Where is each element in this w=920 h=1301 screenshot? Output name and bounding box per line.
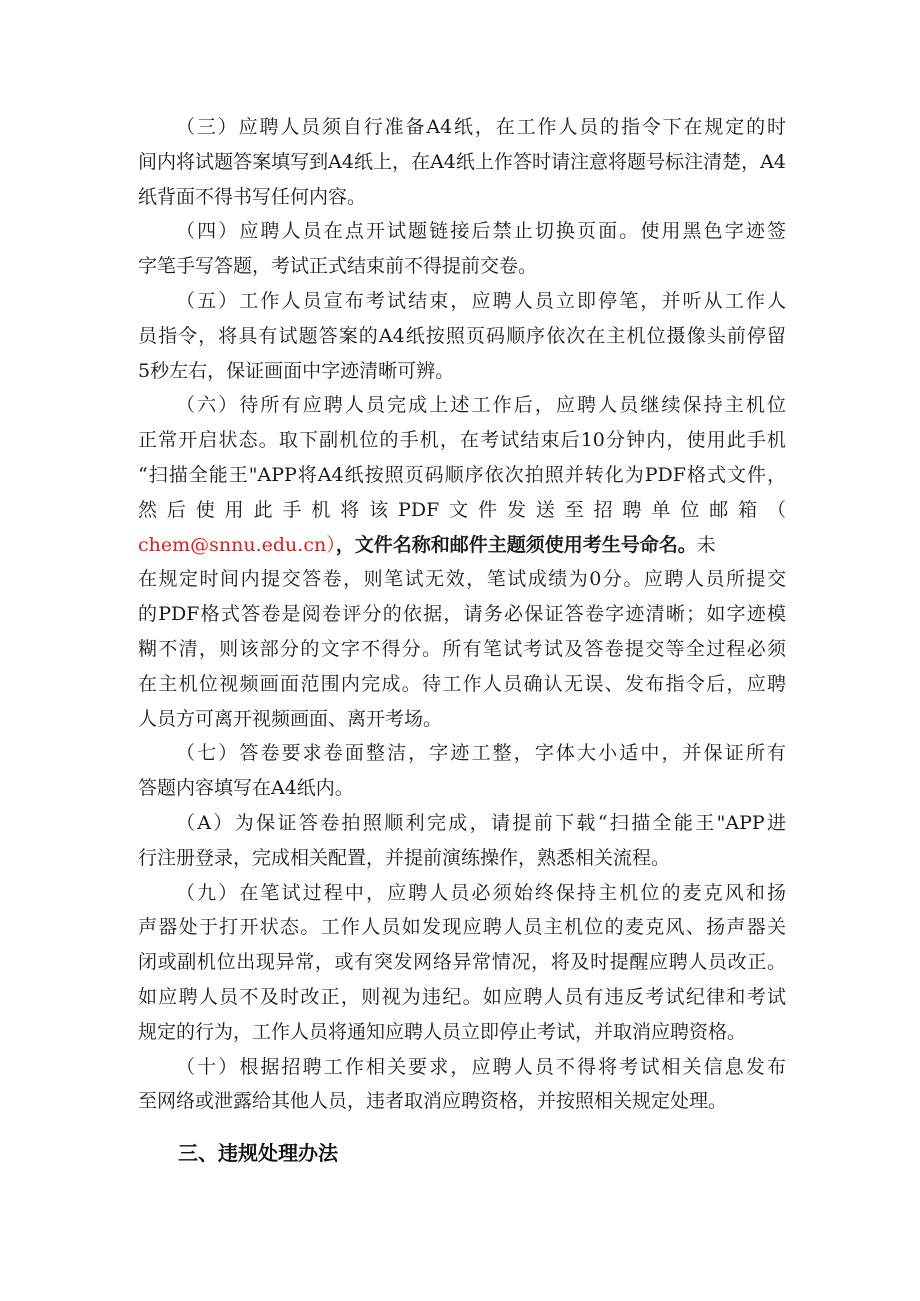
text-line: “扫描全能王"APP将A4纸按照页码顺序依次拍照并转化为PDF格式文件，	[138, 463, 786, 486]
text-line: 5秒左右，保证画面中字迹清晰可辨。	[138, 359, 455, 382]
text-line: 至网络或泄露给其他人员，违者取消应聘资格，并按照相关规定处理。	[138, 1090, 728, 1113]
text-line: 正常开启状态。取下副机位的手机，在考试结束后10分钟内，使用此手机	[138, 429, 786, 452]
paragraph-4	[138, 214, 786, 284]
text-line: （A）为保证答卷拍照顺利完成，请提前下载“扫描全能王"APP进	[176, 811, 786, 834]
text-line: 在规定时间内提交答卷，则笔试无效，笔试成绩为0分。应聘人员所提交	[138, 568, 786, 591]
text-line: 糊不清，则该部分的文字不得分。所有笔试考试及答卷提交等全过程必须	[138, 637, 786, 660]
email-line-text: 然后使用此手机将该PDF文件发送至招聘单位邮箱（	[138, 498, 786, 521]
paragraph-6	[138, 388, 786, 736]
text-line	[138, 493, 786, 528]
paragraph-9	[138, 876, 786, 1050]
text-line	[138, 528, 786, 563]
text-line: （十）根据招聘工作相关要求，应聘人员不得将考试相关信息发布	[176, 1055, 786, 1078]
text-line: （七）答卷要求卷面整洁，字迹工整，字体大小适中，并保证所有	[176, 742, 786, 765]
text-line: 规定的行为，工作人员将通知应聘人员立即停止考试，并取消应聘资格。	[138, 1020, 747, 1043]
text-line: 闭或副机位出现异常，或有突发网络异常情况，将及时提醒应聘人员改正。	[138, 951, 786, 974]
text-line: 声器处于打开状态。工作人员如发现应聘人员主机位的麦克风、扬声器关	[138, 916, 786, 939]
section-heading: 三、违规处理办法	[178, 1141, 338, 1165]
text-line: （九）在笔试过程中，应聘人员必须始终保持主机位的麦克风和扬	[176, 881, 786, 904]
paragraph-3	[138, 110, 786, 214]
text-line: 答题内容填写在A4纸内。	[138, 777, 354, 800]
text-line: 如应聘人员不及时改正，则视为违纪。如应聘人员有违反考试纪律和考试	[138, 985, 786, 1008]
text-line: 人员方可离开视频画面、离开考场。	[138, 707, 443, 730]
text-line: （三）应聘人员须自行准备A4纸，在工作人员的指令下在规定的时	[176, 116, 786, 138]
filename-requirement-note: ，文件名称和邮件主题须使用考生号命名。	[335, 533, 697, 556]
paragraph-7	[138, 736, 786, 806]
paragraph-8	[138, 806, 786, 876]
text-line: 字笔手写答题，考试正式结束前不得提前交卷。	[138, 255, 538, 278]
text-line: 在主机位视频画面范围内完成。待工作人员确认无误、发布指令后，应聘	[138, 672, 786, 695]
text-line: （四）应聘人员在点开试题链接后禁止切换页面。使用黑色字迹签	[176, 220, 786, 243]
text-line: 行注册登录，完成相关配置，并提前演练操作，熟悉相关流程。	[138, 846, 671, 869]
text-line: 间内将试题答案填写到A4纸上，在A4纸上作答时请注意将题号标注清楚，A4	[138, 150, 786, 173]
text-line: 员指令，将具有试题答案的A4纸按照页码顺序依次在主机位摄像头前停留	[138, 324, 786, 347]
document-body	[138, 110, 786, 1119]
text-line: （五）工作人员宣布考试结束，应聘人员立即停笔，并听从工作人	[176, 289, 786, 312]
paragraph-10	[138, 1050, 786, 1120]
email-address-link[interactable]: chem@snnu.edu.cn）	[138, 533, 336, 556]
text-line: 纸背面不得书写任何内容。	[138, 185, 367, 208]
text-line: 的PDF格式答卷是阅卷评分的依据，请务必保证答卷字迹清晰；如字迹模	[138, 603, 786, 626]
text-line: （六）待所有应聘人员完成上述工作后，应聘人员继续保持主机位	[176, 394, 786, 417]
paragraph-5	[138, 284, 786, 388]
text-fragment: 未	[696, 533, 716, 556]
